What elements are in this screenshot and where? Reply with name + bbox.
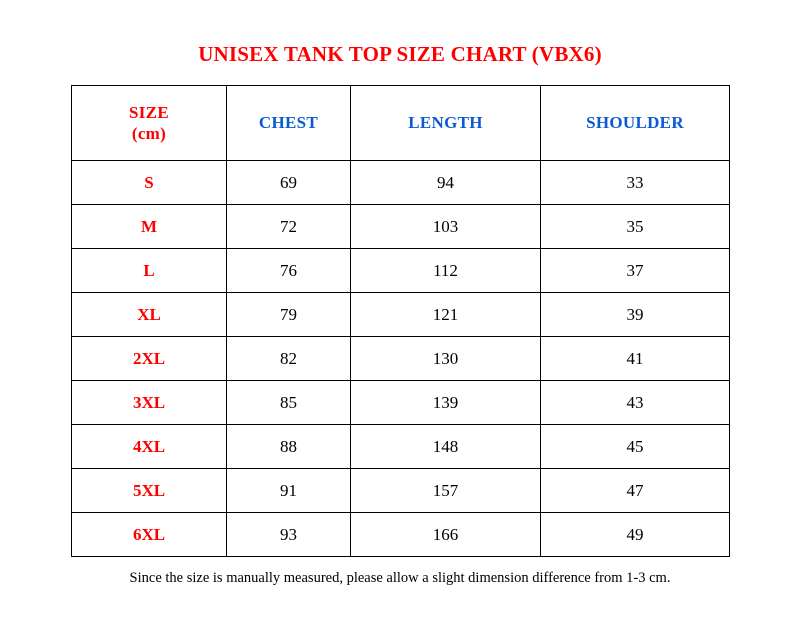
table-header-row [72,86,730,161]
cell-size: 4XL [72,425,227,469]
column-header-size [72,86,227,161]
size-chart-table [71,85,730,557]
cell-length: 139 [351,381,541,425]
measurement-disclaimer: Since the size is manually measured, please allow a slight dimension difference from 1-3 cm. [129,570,671,586]
cell-length: 130 [351,337,541,381]
cell-chest: 88 [227,425,351,469]
cell-length: 94 [351,161,541,205]
column-header-shoulder: SHOULDER [541,86,730,161]
cell-length: 121 [351,293,541,337]
table-row [72,381,730,425]
cell-size: L [72,249,227,293]
cell-shoulder: 39 [541,293,730,337]
cell-size: 6XL [72,513,227,557]
table-row [72,337,730,381]
column-header-size-line1: SIZE [129,102,169,122]
cell-shoulder: 49 [541,513,730,557]
table-header [72,86,730,161]
cell-chest: 82 [227,337,351,381]
table-row [72,425,730,469]
column-header-length: LENGTH [351,86,541,161]
cell-shoulder: 47 [541,469,730,513]
cell-size: 5XL [72,469,227,513]
table-row [72,205,730,249]
page-title: UNISEX TANK TOP SIZE CHART (VBX6) [198,42,602,66]
column-header-chest: CHEST [227,86,351,161]
table-body [72,161,730,557]
table-row [72,513,730,557]
column-header-size-line2: (cm) [131,124,167,143]
cell-chest: 72 [227,205,351,249]
cell-chest: 93 [227,513,351,557]
cell-size: 3XL [72,381,227,425]
table-row [72,469,730,513]
cell-shoulder: 45 [541,425,730,469]
cell-length: 166 [351,513,541,557]
cell-length: 103 [351,205,541,249]
table-row [72,249,730,293]
cell-length: 148 [351,425,541,469]
cell-shoulder: 37 [541,249,730,293]
table-row [72,161,730,205]
cell-length: 112 [351,249,541,293]
cell-chest: 69 [227,161,351,205]
cell-chest: 85 [227,381,351,425]
cell-size: S [72,161,227,205]
cell-chest: 79 [227,293,351,337]
cell-shoulder: 35 [541,205,730,249]
cell-length: 157 [351,469,541,513]
cell-size: M [72,205,227,249]
cell-size: 2XL [72,337,227,381]
cell-shoulder: 33 [541,161,730,205]
cell-size: XL [72,293,227,337]
cell-shoulder: 43 [541,381,730,425]
cell-chest: 91 [227,469,351,513]
table-row [72,293,730,337]
cell-shoulder: 41 [541,337,730,381]
cell-chest: 76 [227,249,351,293]
